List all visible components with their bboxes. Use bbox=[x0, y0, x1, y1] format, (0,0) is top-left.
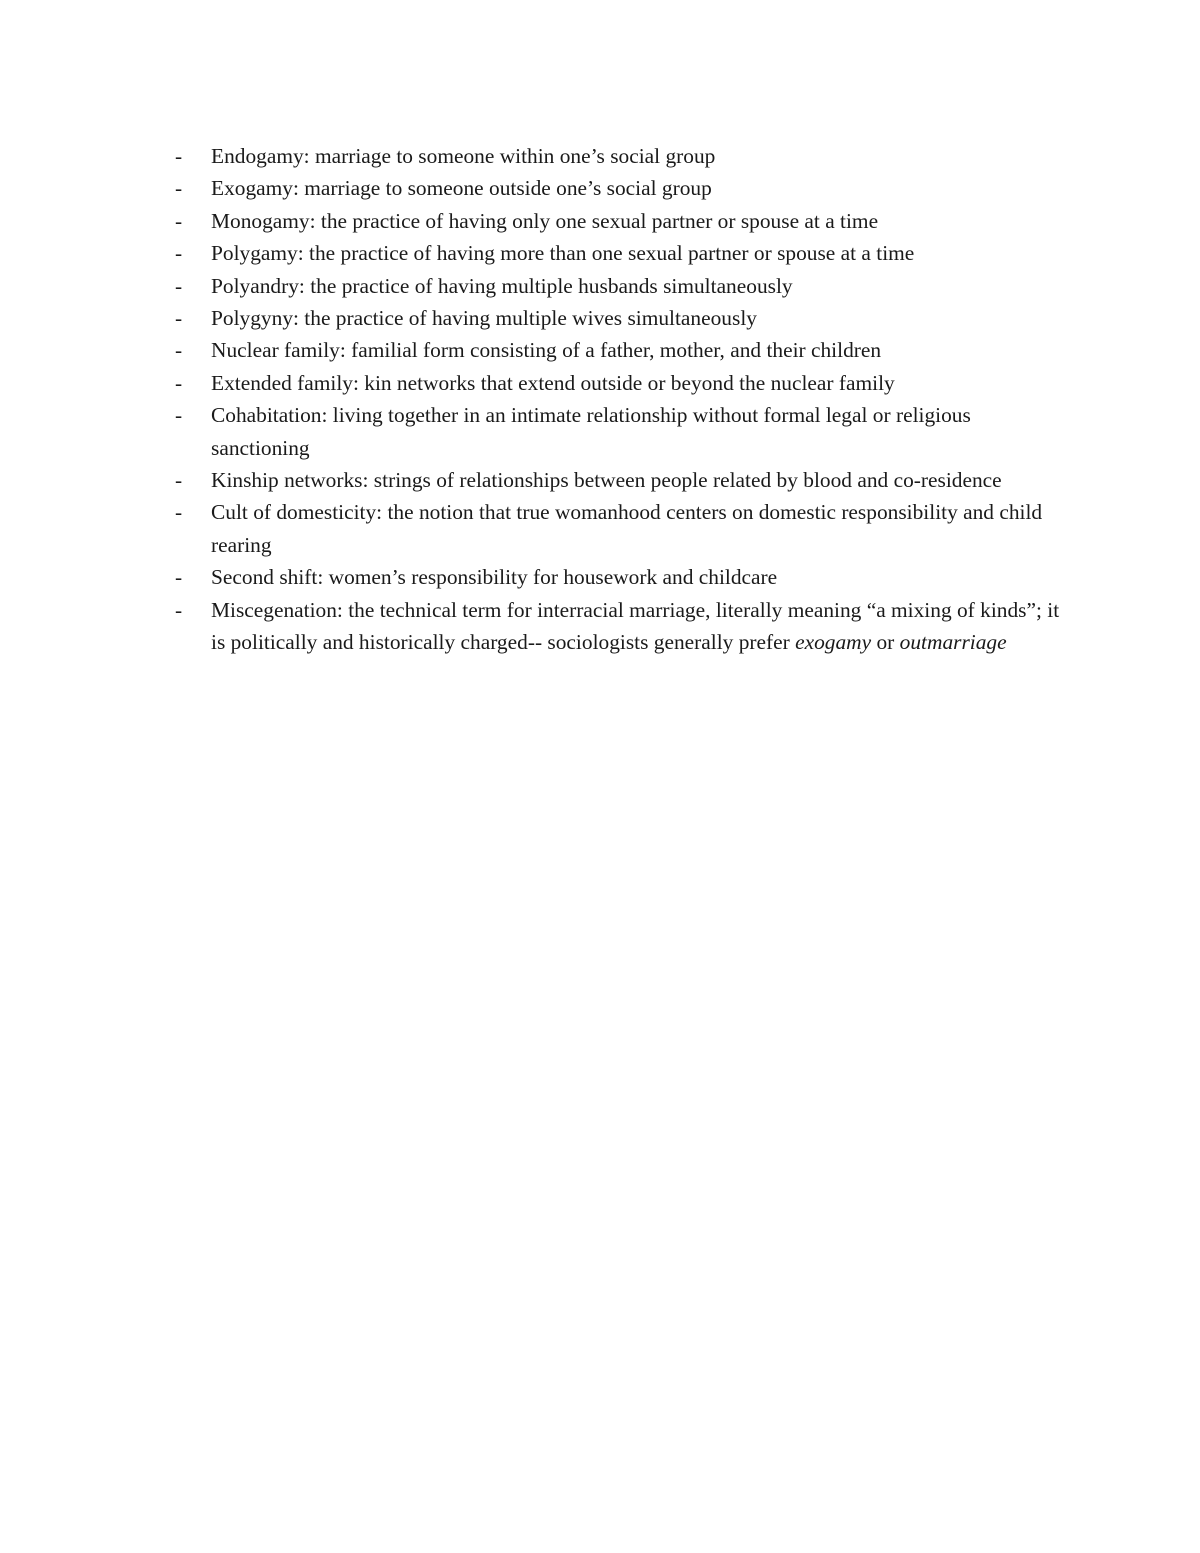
bullet-dash: - bbox=[175, 597, 183, 622]
term-definition: Cohabitation: living together in an intimate relationship without formal legal or religious sanctioning bbox=[211, 403, 971, 460]
term-definition: Extended family: kin networks that extend outside or beyond the nuclear family bbox=[211, 370, 895, 395]
list-item-miscegenation bbox=[175, 594, 1065, 659]
bullet-dash: - bbox=[175, 144, 183, 168]
term-definition: Kinship networks: strings of relationships between people related by blood and co-residence bbox=[211, 468, 1002, 493]
list-item-monogamy bbox=[175, 205, 1065, 237]
term-definition: Nuclear family: familial form consisting of a father, mother, and their children bbox=[211, 338, 882, 363]
definition-text: Miscegenation: the technical term for interracial marriage, literally meaning “a mixing of kinds”; it is politically and historically charged-- sociologists generally prefer bbox=[211, 597, 1060, 655]
bullet-dash: - bbox=[175, 468, 183, 493]
term-definition: Cult of domesticity: the notion that true womanhood centers on domestic responsibility and child rearing bbox=[211, 500, 1043, 557]
term-definition bbox=[211, 594, 1065, 659]
italic-term-exogamy: exogamy bbox=[795, 630, 872, 655]
list-item-polygyny bbox=[175, 302, 1065, 334]
term-list bbox=[175, 140, 1065, 659]
term-definition: Polyandry: the practice of having multiple husbands simultaneously bbox=[211, 273, 793, 298]
list-item-nuclear-family bbox=[175, 334, 1065, 366]
bullet-dash: - bbox=[175, 241, 183, 266]
term-definition: Second shift: women’s responsibility for housework and childcare bbox=[211, 565, 778, 590]
bullet-dash: - bbox=[175, 208, 183, 233]
italic-term-outmarriage: outmarriage bbox=[899, 630, 1007, 655]
list-item-cohabitation bbox=[175, 399, 1065, 464]
list-item-extended-family bbox=[175, 367, 1065, 399]
bullet-dash: - bbox=[175, 370, 183, 395]
bullet-dash: - bbox=[175, 565, 183, 590]
list-item-kinship-networks bbox=[175, 464, 1065, 496]
term-definition: Endogamy: marriage to someone within one’s social group bbox=[211, 144, 716, 168]
list-item-cult-of-domesticity bbox=[175, 496, 1065, 561]
term-definition: Polygyny: the practice of having multiple wives simultaneously bbox=[211, 306, 757, 331]
list-item-polygamy bbox=[175, 237, 1065, 269]
list-item-second-shift bbox=[175, 561, 1065, 593]
bullet-dash: - bbox=[175, 273, 183, 298]
term-definition: Polygamy: the practice of having more than one sexual partner or spouse at a time bbox=[211, 241, 915, 266]
bullet-dash: - bbox=[175, 306, 183, 331]
bullet-dash: - bbox=[175, 403, 183, 428]
bullet-dash: - bbox=[175, 176, 183, 201]
term-definition: Exogamy: marriage to someone outside one’s social group bbox=[211, 176, 712, 201]
list-item-endogamy bbox=[175, 140, 1065, 172]
bullet-dash: - bbox=[175, 500, 183, 525]
definition-connector: or bbox=[871, 630, 900, 655]
list-item-exogamy bbox=[175, 172, 1065, 204]
bullet-dash: - bbox=[175, 338, 183, 363]
term-definition: Monogamy: the practice of having only one sexual partner or spouse at a time bbox=[211, 208, 879, 233]
list-item-polyandry bbox=[175, 270, 1065, 302]
